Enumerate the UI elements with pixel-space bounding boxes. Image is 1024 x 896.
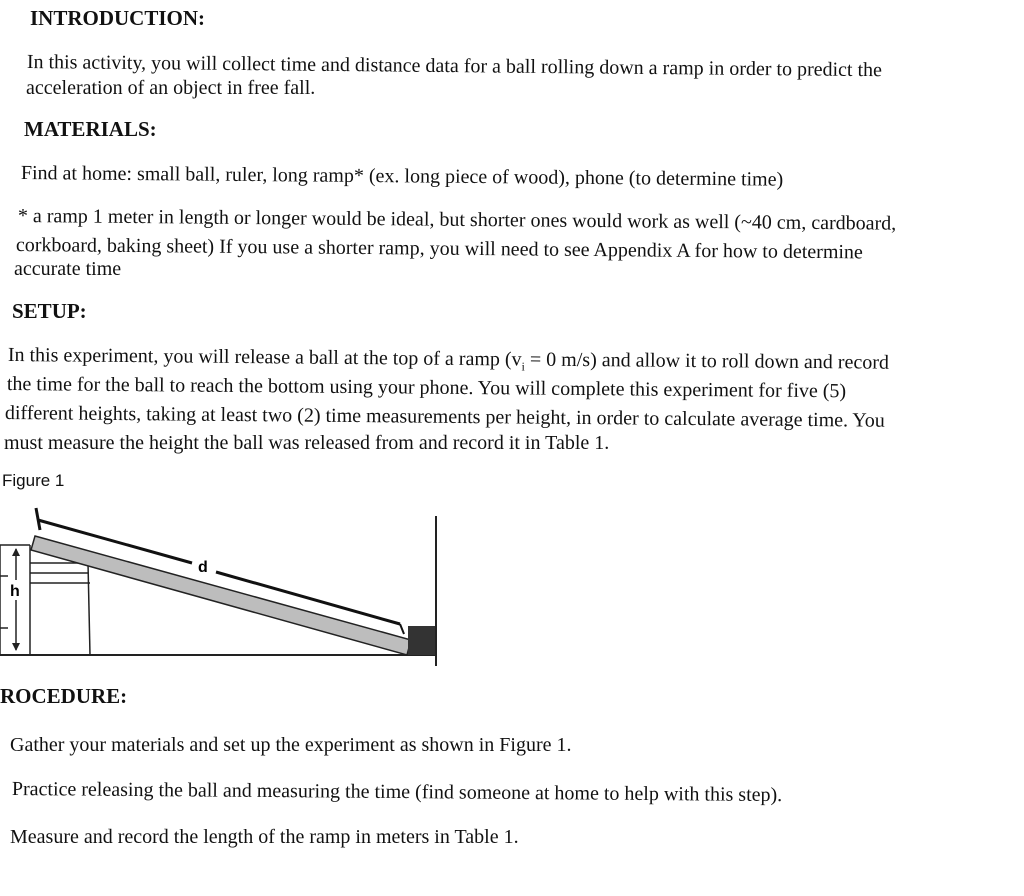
setup-text-line-1-end: = 0 m/s) and allow it to roll down and record: [524, 348, 890, 374]
materials-heading: MATERIALS:: [24, 117, 157, 141]
measuring-stick: [36, 508, 404, 634]
ramp-figure: [0, 500, 445, 670]
stopper-block: [408, 626, 435, 655]
introduction-text-line-2: acceleration of an object in free fall.: [26, 77, 316, 99]
procedure-heading: ROCEDURE:: [0, 684, 128, 708]
introduction-heading: INTRODUCTION:: [30, 6, 206, 30]
setup-text-line-1-start: In this experiment, you will release a ball at the top of a ramp (v: [7, 343, 522, 371]
height-label: h: [10, 583, 20, 600]
setup-text-line-2: the time for the ball to reach the bottom using your phone. You will complete this experiment for five (5): [6, 372, 847, 403]
materials-note-line-2: corkboard, baking sheet) If you use a shorter ramp, you will need to see Appendix A for how to determine: [15, 233, 863, 264]
setup-heading: SETUP:: [12, 299, 87, 323]
distance-label: d: [198, 559, 208, 576]
initial-subscript: i: [521, 359, 525, 374]
figure-caption: Figure 1: [2, 471, 65, 490]
materials-note-line-3: accurate time: [14, 258, 122, 280]
procedure-step-1: Gather your materials and set up the experiment as shown in Figure 1.: [10, 734, 572, 756]
materials-find-at-home: Find at home: small ball, ruler, long ramp* (ex. long piece of wood), phone (to determine time): [20, 161, 784, 191]
setup-text-line-3: different heights, taking at least two (2) time measurements per height, in order to calculate average time. You: [4, 401, 885, 432]
procedure-step-3: Measure and record the length of the ramp in meters in Table 1.: [10, 826, 519, 848]
introduction-text-line-1: In this activity, you will collect time and distance data for a ball rolling down a ramp in order to predict the: [26, 50, 883, 82]
materials-note-line-1: * a ramp 1 meter in length or longer would be ideal, but shorter ones would work as well (~40 cm, cardboard,: [17, 204, 897, 235]
procedure-step-2: Practice releasing the ball and measuring the time (find someone at home to help with this step).: [11, 777, 783, 807]
setup-text-line-4: must measure the height the ball was released from and record it in Table 1.: [4, 432, 610, 454]
